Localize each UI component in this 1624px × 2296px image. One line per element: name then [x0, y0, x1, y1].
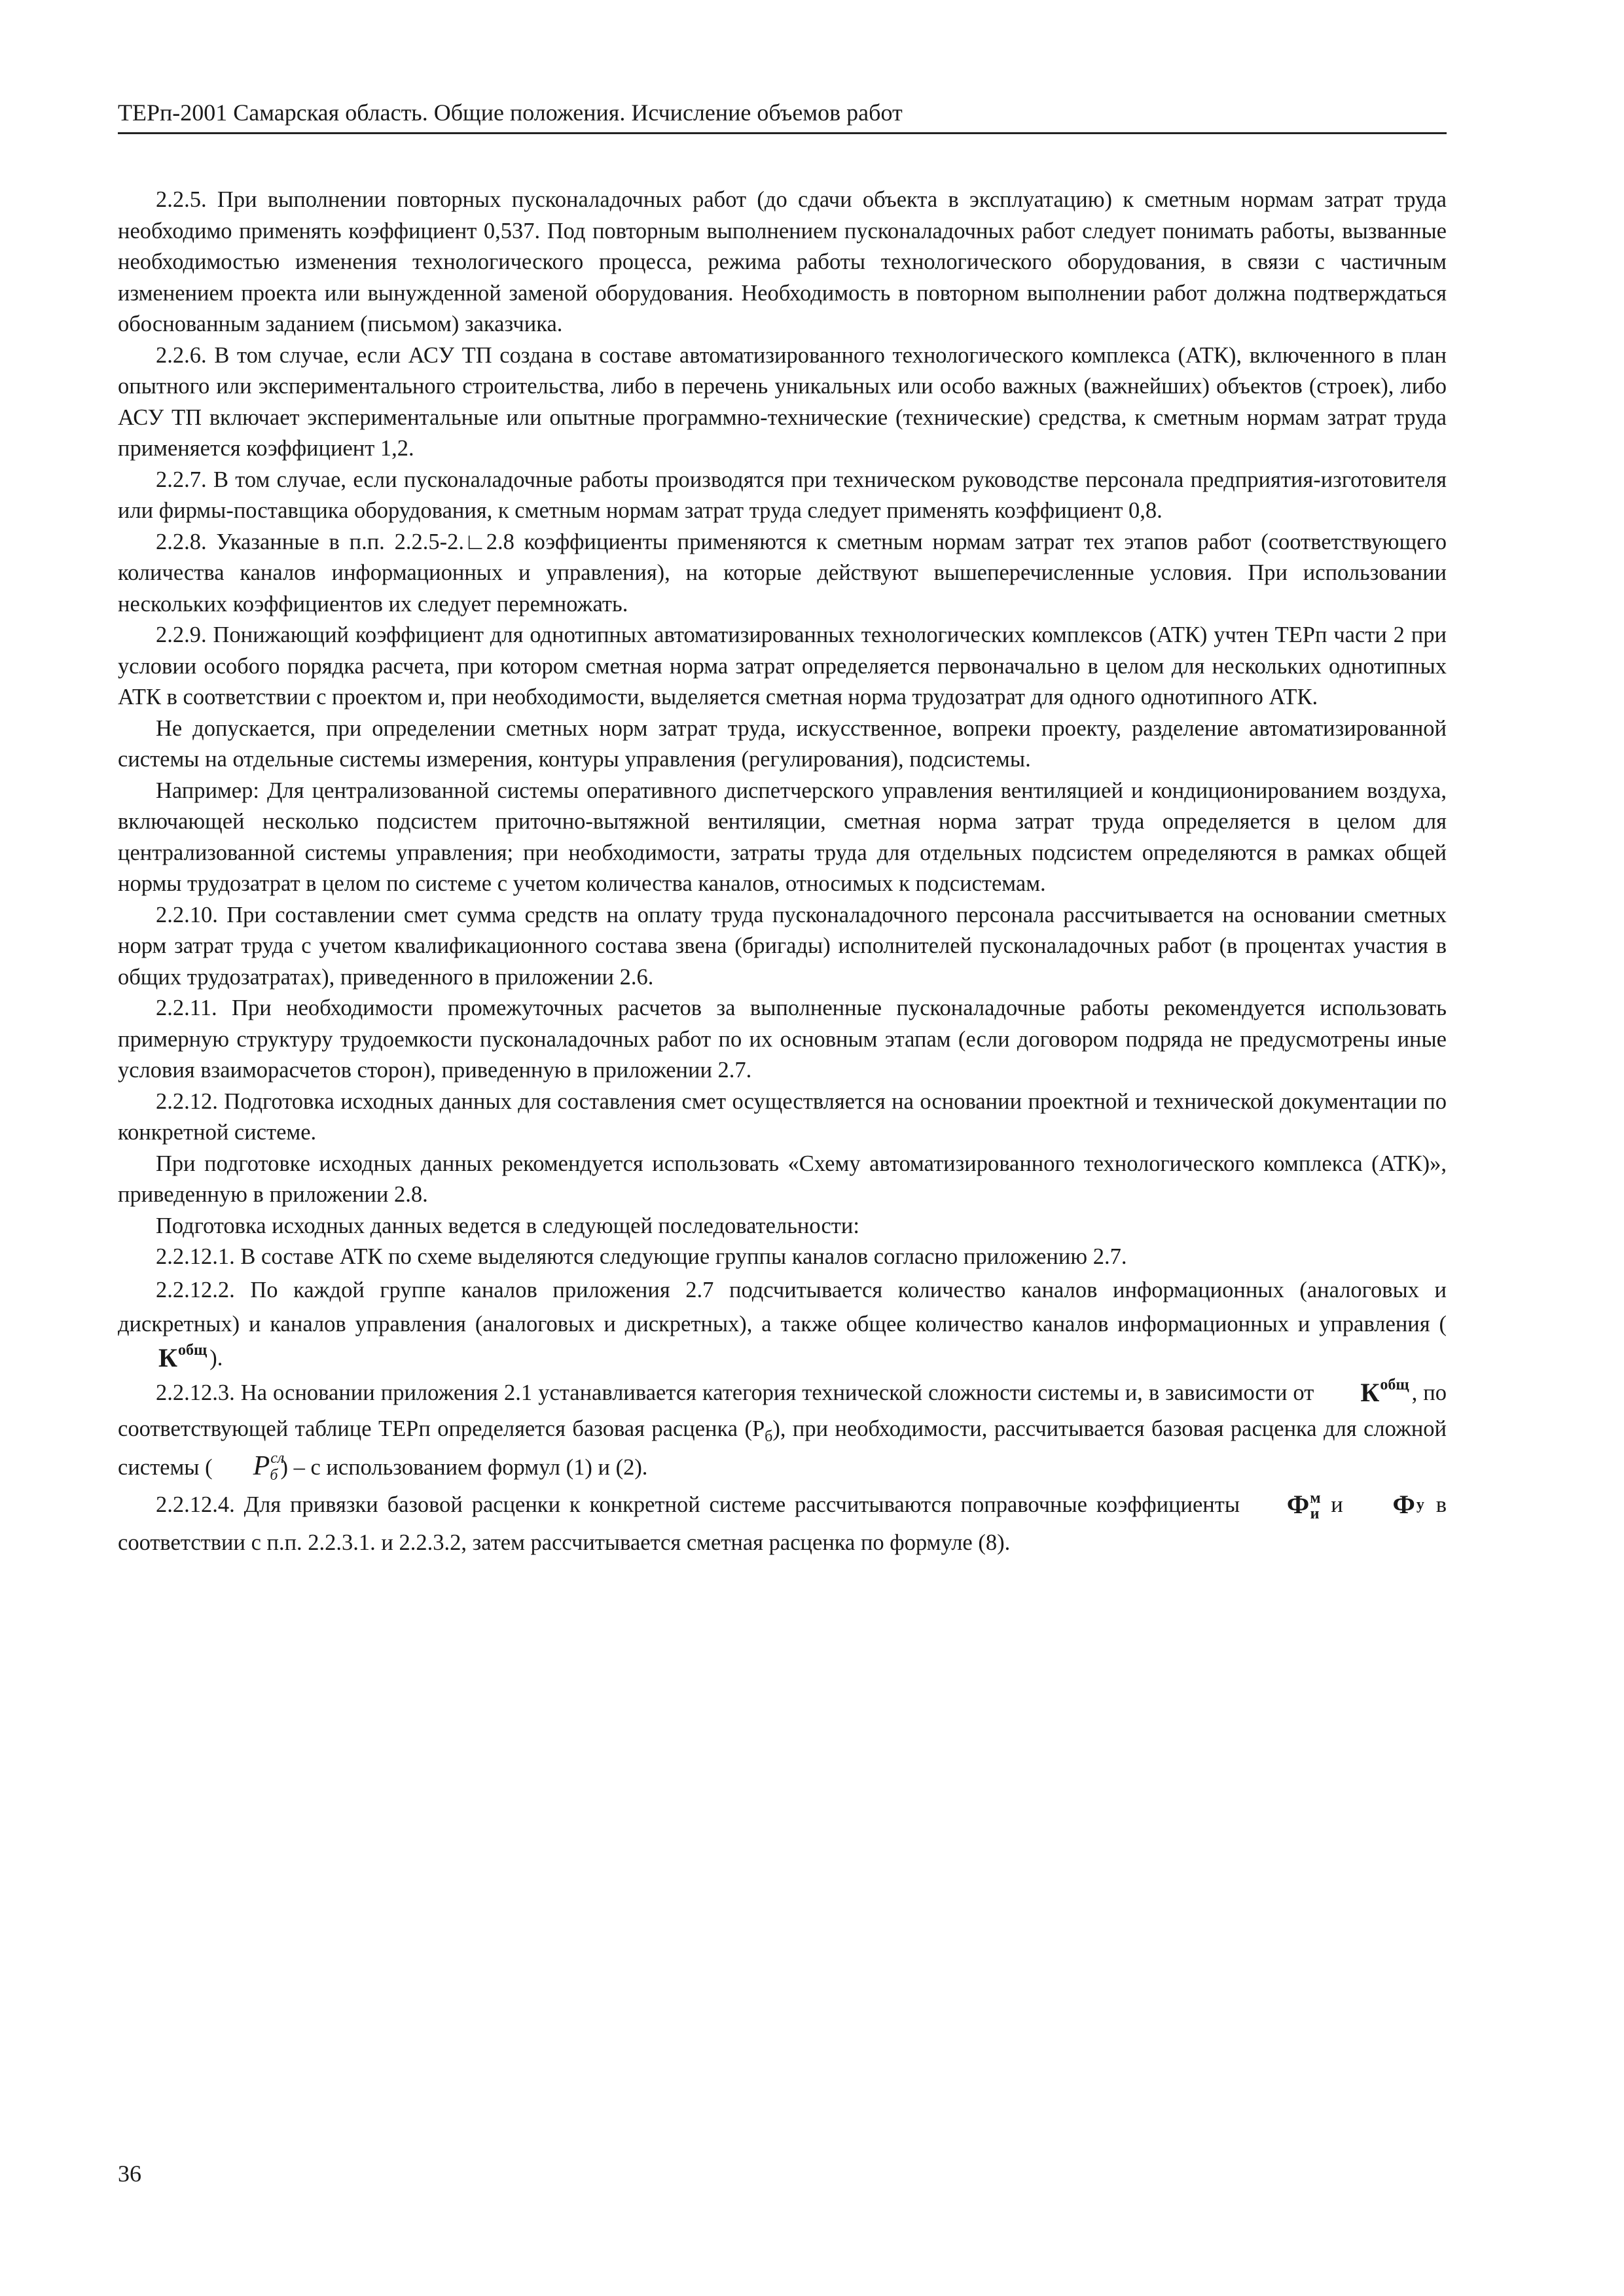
complex-rate-formula	[215, 1449, 285, 1484]
paragraph-text: 2.2.12.3. На основании приложения 2.1 устанавливается категория технической сложности системы и, в зависимости от	[156, 1380, 1314, 1405]
paragraph-2-2-12-2	[118, 1273, 1447, 1375]
paragraph-2-2-12-4	[118, 1486, 1447, 1562]
paragraph-text: ), при необходимости, рассчитывается базовая расценка для сложной системы (	[118, 1416, 1447, 1480]
k-total-formula	[120, 1341, 208, 1375]
paragraph-example: Например: Для централизованной системы оперативного диспетчерского управления вентиляцией и кондиционированием воздуха, включающей несколько подсистем приточно-вытяжной вентиляции, сметная норма затрат труда определяется в целом для централизованной системы управления; при необходимости, затраты труда для отдельных подсистем определяются в рамках общей нормы трудозатрат в целом по системе с учетом количества каналов, относимых к подсистемам.	[118, 778, 1447, 896]
formula-subscript: б	[270, 1466, 278, 1484]
formula-superscript: общ	[1380, 1376, 1409, 1393]
paragraph-2-2-12-3	[118, 1375, 1447, 1486]
k-total-formula	[1322, 1376, 1409, 1410]
formula-superscript: общ	[178, 1341, 208, 1359]
paragraph-text: , по соответствующей таблице ТЕРп определяется базовая расценка (Р	[118, 1380, 1447, 1441]
paragraph-2-2-12: 2.2.12. Подготовка исходных данных для составления смет осуществляется на основании проектной и технической документации по конкретной системе.	[118, 1088, 1447, 1145]
paragraph-2-2-12-scheme: При подготовке исходных данных рекомендуется использовать «Схему автоматизированного технологического комплекса (АТК)», приведенную в приложении 2.8.	[118, 1151, 1447, 1207]
paragraph-2-2-11: 2.2.11. При необходимости промежуточных расчетов за выполненные пусконаладочные работы рекомендуется использовать примерную структуру трудоемкости пусконаладочных работ по их основным этапам (если договором подряда не предусмотрены иные условия взаиморасчетов сторон), приведенную в приложении 2.7.	[118, 996, 1447, 1083]
formula-subscript: у	[1416, 1496, 1424, 1513]
page-number: 36	[118, 2161, 141, 2187]
paragraph-2-2-9-continued: Не допускается, при определении сметных норм затрат труда, искусственное, вопреки проекту, разделение автоматизированной системы на отдельные системы измерения, контуры управления (регулирования), подсистемы.	[118, 715, 1447, 772]
paragraph-text: ) – с использованием формул (1) и (2).	[280, 1454, 648, 1480]
formula-symbol: К	[1360, 1377, 1380, 1407]
paragraph-2-2-9: 2.2.9. Понижающий коэффициент для однотипных автоматизированных технологических комплексов (АТК) учтен ТЕРп части 2 при условии особого порядка расчета, при котором сметная норма затрат определяется первоначально в целом для нескольких однотипных АТК в соответствии с проектом и, при необходимости, выделяется сметная норма трудозатрат для одного однотипного АТК.	[118, 622, 1447, 709]
formula-symbol: Ф	[1392, 1489, 1415, 1519]
paragraph-text: 2.2.12.2. По каждой группе каналов приложения 2.7 подсчитывается количество каналов информационных (аналоговых и дискретных) и каналов управления (аналоговых и дискретных), а также общее количество каналов информационных и управления (	[118, 1277, 1447, 1336]
phi-i-formula	[1249, 1489, 1321, 1522]
paragraph-2-2-8: 2.2.8. Указанные в п.п. 2.2.5-2.∟2.8 коэффициенты применяются к сметным нормам затрат тех этапов работ (соответствующего количества каналов информационных и управления), на которые действуют вышеперечисленные условия. При использовании нескольких коэффициентов их следует перемножать.	[118, 529, 1447, 617]
formula-symbol: Ф	[1286, 1489, 1310, 1519]
running-header: ТЕРп-2001 Самарская область. Общие положения. Исчисление объемов работ	[118, 98, 1447, 134]
document-body	[118, 185, 1447, 1562]
formula-superscript: сл	[270, 1449, 285, 1467]
paragraph-2-2-6: 2.2.6. В том случае, если АСУ ТП создана в составе автоматизированного технологического комплекса (АТК), включенного в план опытного или экспериментального строительства, либо в перечень уникальных или особо важных (важнейших) объектов (строек), либо АСУ ТП включает экспериментальные или опытные программно-технические (технические) средства, к сметным нормам затрат труда применяется коэффициент 1,2.	[118, 342, 1447, 461]
paragraph-2-2-12-sequence: Подготовка исходных данных ведется в следующей последовательности:	[156, 1213, 859, 1238]
paragraph-2-2-5: 2.2.5. При выполнении повторных пусконаладочных работ (до сдачи объекта в эксплуатацию) к сметным нормам затрат труда необходимо применять коэффициент 0,537. Под повторным выполнением пусконаладочных работ следует понимать работы, вызванные необходимостью изменения технологического процесса, режима работы технологического оборудования, в связи с частичным изменением проекта или вынужденной заменой оборудования. Необходимость в повторном выполнении работ должна подтверждаться обоснованным заданием (письмом) заказчика.	[118, 187, 1447, 336]
formula-subscript: и	[1310, 1505, 1320, 1522]
paragraph-2-2-12-1: 2.2.12.1. В составе АТК по схеме выделяются следующие группы каналов согласно приложению 2.7.	[156, 1244, 1127, 1269]
formula-symbol: К	[158, 1342, 178, 1372]
paragraph-2-2-7: 2.2.7. В том случае, если пусконаладочные работы производятся при техническом руководстве персонала предприятия-изготовителя или фирмы-поставщика оборудования, к сметным нормам затрат труда следует применять коэффициент 0,8.	[118, 467, 1447, 523]
formula-symbol: Р	[253, 1450, 270, 1481]
paragraph-2-2-10: 2.2.10. При составлении смет сумма средств на оплату труда пусконаладочного персонала рассчитывается на основании сметных норм затрат труда с учетом квалификационного состава звена (бригады) исполнителей пусконаладочных работ (в процентах участия в общих трудозатратах), приведенного в приложении 2.6.	[118, 902, 1447, 990]
phi-u-formula	[1355, 1489, 1424, 1522]
base-rate-subscript: б	[765, 1427, 773, 1445]
paragraph-text: в соответствии с п.п. 2.2.3.1. и 2.2.3.2, затем рассчитывается сметная расценка по формуле (8).	[118, 1492, 1447, 1555]
paragraph-text: ).	[209, 1345, 223, 1371]
conjunction-text: и	[1331, 1492, 1343, 1517]
paragraph-text: 2.2.12.4. Для привязки базовой расценки к конкретной системе рассчитываются поправочные коэффициенты	[156, 1492, 1240, 1517]
formula-superscript: м	[1310, 1489, 1321, 1507]
